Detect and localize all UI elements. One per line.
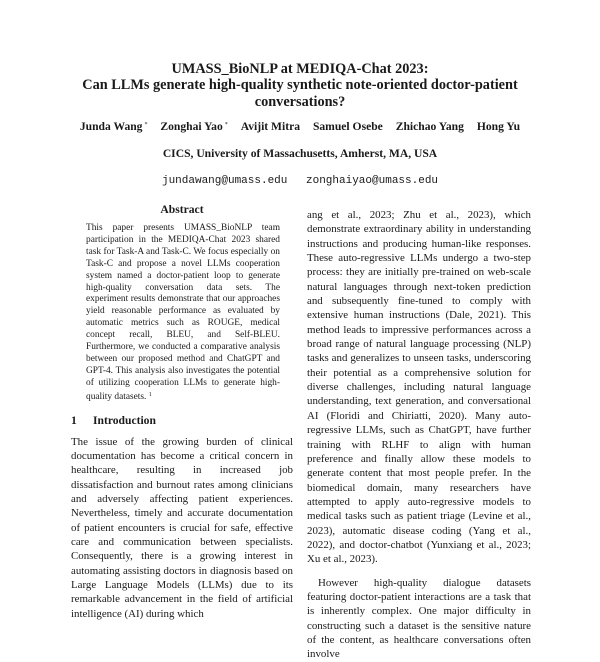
affiliation: CICS, University of Massachusetts, Amherst, MA, USA bbox=[162, 147, 438, 160]
title-line-1: UMASS_BioNLP at MEDIQA-Chat 2023: bbox=[171, 61, 429, 77]
email-link[interactable]: zonghaiyao@umass.edu bbox=[306, 175, 439, 187]
introduction-paragraph: The issue of the growing burden of clinical documentation has become a critical concern in healthcare, resulting in increased job dissatisfaction and burnout rates among clinicians and adversely affecting patient experiences. Nevertheless, timely and accurate documentation of patient encounters is crucial for safe, effective care and communication between specialists. Consequently, there is a growing interest in automating assisting doctors in diagnosis based on Large Language Models (LLMs) due to its remarkable advancement in the field of artificial intelligence (AI) during which bbox=[71, 435, 293, 620]
right-paragraph-2: However high-quality dialogue datasets featuring doctor-patient interactions are a task that is inherently complex. One major difficulty in constructing such a dataset is the sensitive nature of the content, as healthcare conversations often involve bbox=[307, 576, 531, 661]
email-list bbox=[40, 174, 560, 188]
author: Avijit Mitra bbox=[240, 120, 301, 133]
title-line-2: Can LLMs generate high-quality synthetic note-oriented doctor-patient bbox=[82, 77, 518, 94]
author: Zonghai Yao * bbox=[160, 120, 228, 133]
paper-title bbox=[60, 61, 540, 110]
footnote-marker[interactable]: 1 bbox=[148, 391, 152, 398]
abstract-heading: Abstract bbox=[160, 203, 204, 216]
email-link[interactable]: jundawang@umass.edu bbox=[161, 175, 288, 187]
author: Hong Yu bbox=[476, 120, 521, 133]
abstract-body: This paper presents UMASS_BioNLP team participation in the MEDIQA-Chat 2023 shared task for Task-A and Task-C. We focus especially on Task-C and propose a novel LLMs cooperation system named a doctor-patient loop to generate high-quality conversation data sets. The experiment results demonstrate that our approaches yield reasonable performance as evaluated by automatic metrics such as ROUGE, medical concept recall, BLEU, and Self-BLEU. Furthermore, we conducted a comparative analysis between our proposed method and ChatGPT and GPT-4. This analysis also investigates the potential of utilizing cooperation LLMs to generate high-quality datasets. $^1$ bbox=[86, 223, 280, 402]
section-number: 1 bbox=[71, 413, 77, 427]
author: Zhichao Yang bbox=[395, 120, 464, 133]
right-column bbox=[307, 208, 531, 662]
section-heading-introduction bbox=[71, 414, 293, 428]
left-column bbox=[71, 203, 293, 621]
section-title: Introduction bbox=[93, 413, 156, 427]
right-paragraph-1: ang et al., 2023; Zhu et al., 2023), which demonstrate extraordinary ability in understanding instructions and producing human-like responses. These auto-regressive LLMs undergo a two-step process: they are initially pre-trained on web-scale natural languages through next-token prediction and subsequently fine-tuned to comply with extensive human instructions (Dale, 2021). This method leads to impressive performances across a broad range of natural language processing (NLP) tasks and generalizes to unseen tasks, underscoring their potential as a comprehensive solution for diverse challenges, including natural language understanding, text generation, and conversational AI (Floridi and Chiriatti, 2020). Many auto-regressive LLMs, such as ChatGPT, have further training with RLHF to align with human preference and finally allow these models to generate content that most people prefer. In the biomedical domain, many researchers have attempted to apply auto-regressive models to medical tasks such as patient triage (Levine et al., 2023), automatic disease coding (Yang et al., 2022), and doctor-chatbot (Yunxiang et al., 2023; Xu et al., 2023). bbox=[307, 209, 531, 566]
title-line-3: conversations? bbox=[254, 93, 346, 110]
author: Junda Wang * bbox=[79, 120, 148, 133]
author-list bbox=[40, 118, 560, 134]
author: Samuel Osebe bbox=[312, 120, 383, 133]
